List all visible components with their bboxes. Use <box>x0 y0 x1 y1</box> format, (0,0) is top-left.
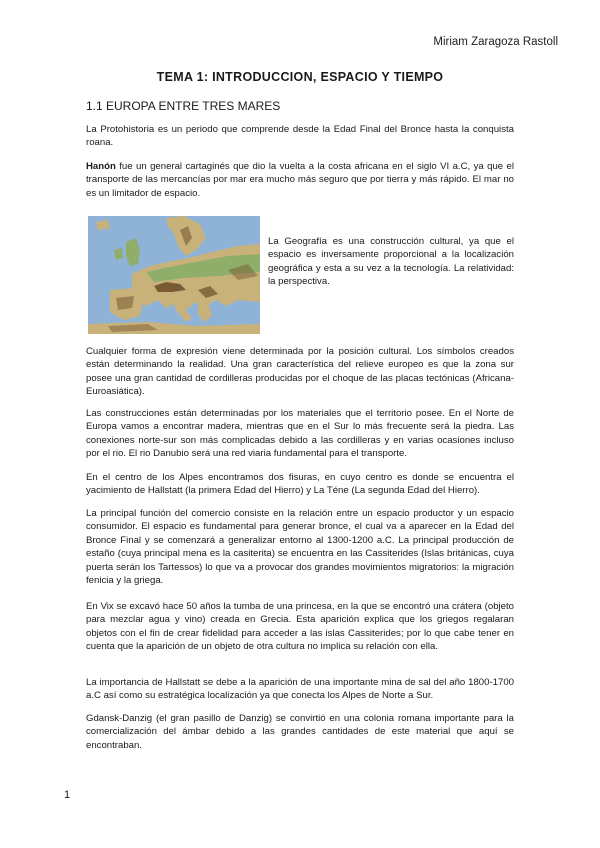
section-heading: 1.1 EUROPA ENTRE TRES MARES <box>86 99 281 113</box>
hanon-text: fue un general cartaginés que dio la vuelta a la costa africana en el siglo VI a.C, ya que el transporte de las mercancías por mar era mucho más seguro que por tierra y más rápido. El mar no es un limitador de espacio. <box>86 161 514 199</box>
paragraph-hanon <box>86 160 514 200</box>
paragraph-vix: En Vix se excavó hace 50 años la tumba de una princesa, en la que se encontró una crátera (objeto para mezclar agua y vino) creada en Grecia. Esta aparición explica que los griegos regalaran objetos con el fin de crear fidelidad para acceder a las islas Cassiterides; por lo que cabe tener en cuenta que la aparición de un objeto de otra cultura no implica su relación con ella. <box>86 601 514 653</box>
page-number: 1 <box>64 789 71 801</box>
paragraph-gdansk: Gdansk-Danzig (el gran pasillo de Danzig) se convirtió en una colonia romana importante para la comercialización del ámbar debido a las grandes cantidades de este material que aquí se encontraban. <box>86 713 514 751</box>
page-title: TEMA 1: INTRODUCCION, ESPACIO Y TIEMPO <box>156 70 444 84</box>
hanon-bold: Hanón <box>86 161 116 172</box>
paragraph-comercio: La principal función del comercio consiste en la relación entre un espacio productor y un espacio consumidor. El espacio es fundamental para generar bronce, el cual va a aparecer en la Edad del Bronce Final y se comenzará a generalizar entorno al 1300-1200 a.C. La principal producción de estaño (cuya principal mena es la casiterita) se encuentra en las Cassiterides (Islas británicas, cuya puerta serán los Tartessos) lo que va a provocar dos grandes movimientos migratorios: la migración fenicia y la griega. <box>86 508 514 587</box>
paragraph-alpes: En el centro de los Alpes encontramos dos fisuras, en cuyo centro es donde se encuentra el yacimiento de Hallstatt (la primera Edad del Hierro) y La Téne (La segunda Edad del Hierro). <box>86 472 514 497</box>
author-header: Miriam Zaragoza Rastoll <box>433 36 558 48</box>
paragraph-expresion: Cualquier forma de expresión viene determinada por la posición cultural. Los símbolos creados están determinando la realidad. Una gran característica del relieve europeo es que la zona sur posee una gran cantidad de cordilleras producidas por el choque de las placas tectónicas (Africana- Euroasiática). <box>86 346 514 398</box>
paragraph-hallstatt: La importancia de Hallstatt se debe a la aparición de una importante mina de sal del año 1800-1700 a.C así como su estratégica localización ya que conecta los Alpes de Norte a Sur. <box>86 677 514 702</box>
paragraph-construcciones: Las construcciones están determinadas por los materiales que el territorio posee. En el Norte de Europa vamos a encontrar madera, mientras que en el Sur lo más frecuente será la piedra. Las conexiones norte-sur son más complicadas debido a las cordilleras y en varias ocasiones incluso por el rio. El rio Danubio será una red viaria fundamental para el transporte. <box>86 408 514 460</box>
paragraph-geografia: La Geografía es una construcción cultural, ya que el espacio es inversamente proporcional a la localización geográfica y esta a su vez a la tecnología. La relatividad: la perspectiva. <box>268 236 514 288</box>
europe-map-image <box>88 216 260 334</box>
paragraph-protohistoria: La Protohistoria es un periodo que comprende desde la Edad Final del Bronce hasta la conquista roana. <box>86 124 514 149</box>
